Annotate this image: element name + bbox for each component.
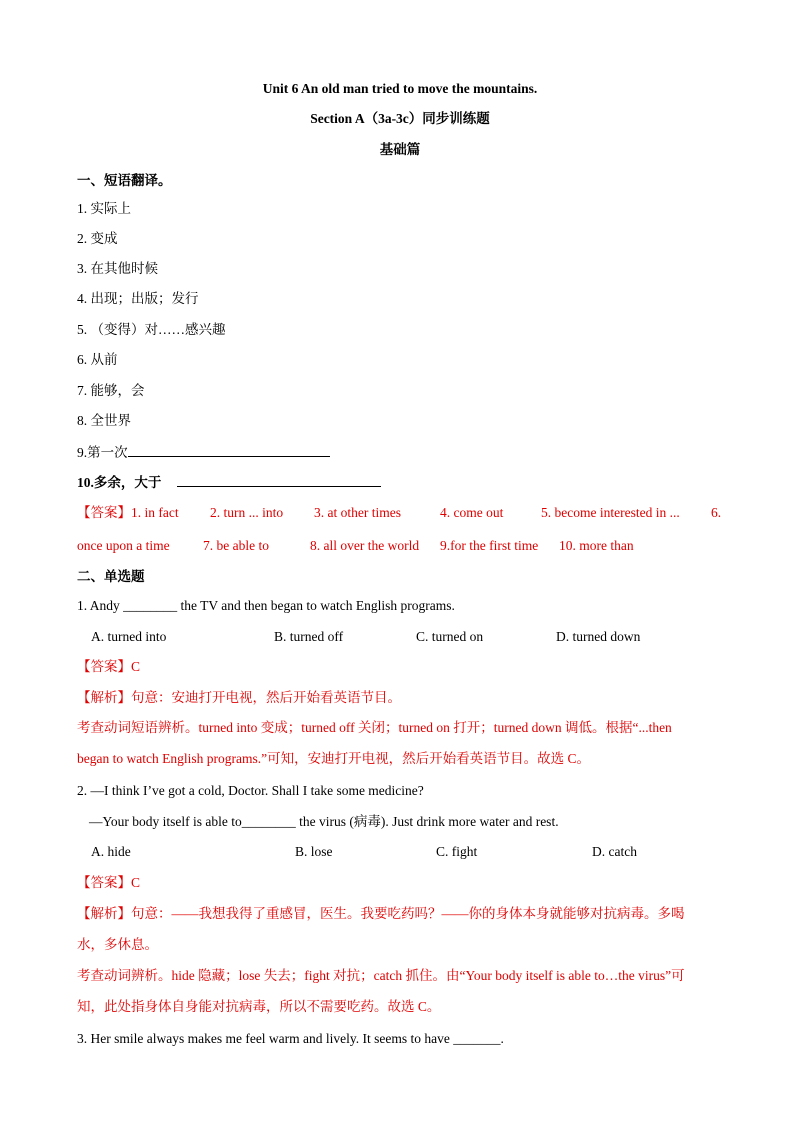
- answer-text: once upon a time: [77, 538, 170, 553]
- answer-text: 4. come out: [440, 505, 504, 520]
- analysis-line: 【解析】句意：——我想我得了重感冒，医生。我要吃药吗？——你的身体本身就能够对抗病毒。多喝: [77, 906, 685, 921]
- answer-text: 8. all over the world: [310, 538, 420, 553]
- answer-blank[interactable]: [128, 443, 330, 457]
- analysis-line: 考查动词辨析。hide 隐藏；lose 失去；fight 对抗；catch 抓住。由“Your body itself is able to…the virus”可: [77, 968, 685, 983]
- answer-text: 1. in fact: [131, 505, 179, 520]
- option-c[interactable]: C. turned on: [416, 629, 484, 644]
- answer-text: 10. more than: [559, 538, 634, 553]
- phrase-item: 1. 实际上: [77, 201, 131, 216]
- option-d[interactable]: D. turned down: [556, 629, 641, 644]
- question-stem: 3. Her smile always makes me feel warm and lively. It seems to have _______.: [77, 1031, 504, 1046]
- option-a[interactable]: A. hide: [91, 844, 131, 859]
- phrase-item: 4. 出现；出版；发行: [77, 291, 199, 306]
- question-stem: 2. —I think I’ve got a cold, Doctor. Shall I take some medicine?: [77, 783, 424, 798]
- phrase-item: 5. （变得）对……感兴趣: [77, 322, 226, 337]
- question-stem: —Your body itself is able to________ the virus (病毒). Just drink more water and rest.: [89, 814, 559, 829]
- section-heading-single-choice: 二、单选题: [77, 569, 145, 584]
- phrase-item: 2. 变成: [77, 231, 118, 246]
- section-heading-translation: 一、短语翻译。: [77, 173, 172, 188]
- phrase-item-with-blank: [77, 473, 381, 492]
- phrase-item-with-blank: [77, 443, 330, 462]
- answer-text: 5. become interested in ...: [541, 505, 680, 520]
- option-b[interactable]: B. lose: [295, 844, 333, 859]
- answer-label: 【答案】: [77, 505, 131, 520]
- answer-blank[interactable]: [177, 473, 381, 487]
- question-stem: 1. Andy ________ the TV and then began to watch English programs.: [77, 598, 455, 613]
- page-title: Unit 6 An old man tried to move the mountains.: [262, 81, 538, 96]
- answer-text: 2. turn ... into: [210, 505, 284, 520]
- analysis-line: 知，此处指身体自身能对抗病毒，所以不需要吃药。故选 C。: [77, 999, 441, 1014]
- option-b[interactable]: B. turned off: [274, 629, 344, 644]
- answer-line: 【答案】C: [77, 875, 141, 890]
- phrase-item: 9.第一次: [77, 445, 128, 460]
- analysis-line: 【解析】句意：安迪打开电视，然后开始看英语节目。: [77, 690, 401, 705]
- phrase-item: 10.多余，大于: [77, 475, 162, 490]
- difficulty-level: 基础篇: [379, 142, 421, 157]
- answer-line: 【答案】C: [77, 659, 141, 674]
- answer-text: 9.for the first time: [440, 538, 539, 553]
- phrase-item: 8. 全世界: [77, 413, 131, 428]
- phrase-item: 7. 能够，会: [77, 383, 145, 398]
- analysis-line: 水，多休息。: [77, 937, 158, 952]
- answer-text: 3. at other times: [314, 505, 401, 520]
- answer-line: [77, 504, 179, 522]
- answer-text: 7. be able to: [203, 538, 269, 553]
- analysis-line: 考查动词短语辨析。turned into 变成；turned off 关闭；turned on 打开；turned down 调低。根据“...then: [77, 720, 672, 735]
- option-c[interactable]: C. fight: [436, 844, 478, 859]
- option-d[interactable]: D. catch: [592, 844, 637, 859]
- phrase-item: 3. 在其他时候: [77, 261, 158, 276]
- phrase-item: 6. 从前: [77, 352, 118, 367]
- answer-text: 6.: [711, 505, 722, 520]
- option-a[interactable]: A. turned into: [91, 629, 167, 644]
- analysis-line: began to watch English programs.”可知，安迪打开电视，然后开始看英语节目。故选 C。: [77, 751, 590, 766]
- page-subtitle: Section A（3a-3c）同步训练题: [310, 111, 490, 126]
